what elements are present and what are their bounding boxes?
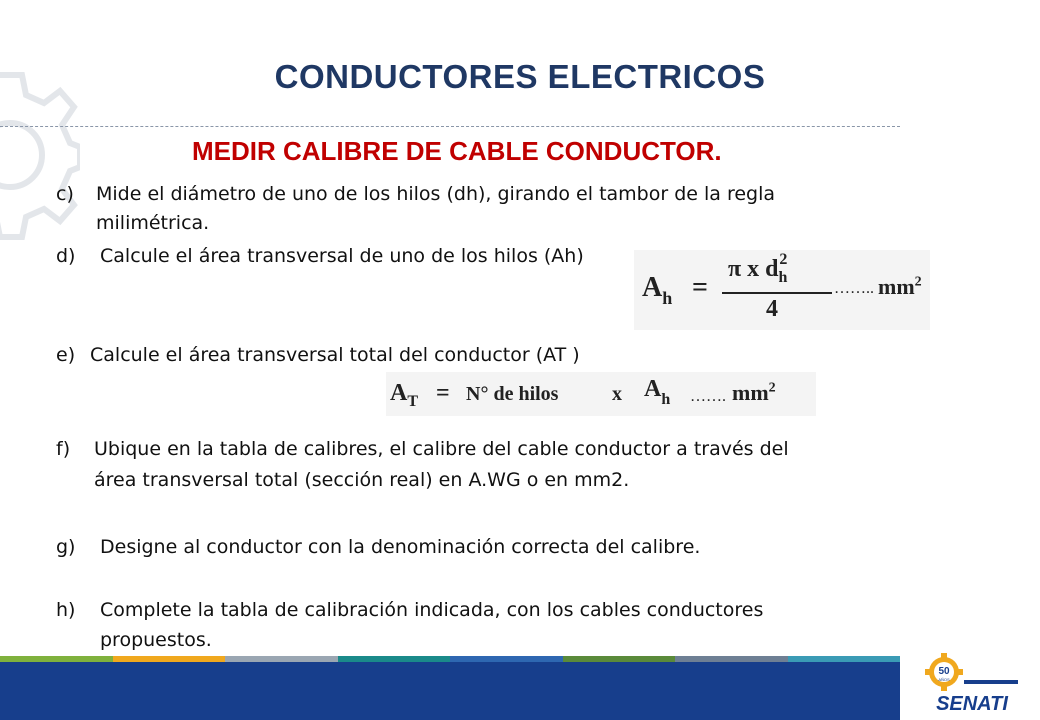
formula-h-numerator: π x $d_h^2$: [728, 251, 788, 286]
step-e: [56, 344, 580, 366]
senati-logo: [922, 652, 1022, 718]
footer-bar: [0, 662, 900, 720]
slide-title: CONDUCTORES ELECTRICOS: [274, 58, 766, 95]
formula-h-lhs: $A_h$: [642, 272, 673, 308]
step-h-continuation: propuestos.: [100, 629, 212, 651]
step-h-marker: h): [56, 599, 76, 621]
formula-h-unit: $mm^2$: [878, 274, 922, 299]
step-d-marker: d): [56, 245, 76, 267]
formula-t-strands-text: N° de hilos: [466, 383, 559, 405]
logo-badge-caption: AÑOS: [938, 677, 950, 682]
formula-h-dots: ……..: [834, 280, 874, 297]
formula-t-rhs: $A_h$: [644, 376, 671, 408]
formula-total-area: [386, 372, 816, 416]
formula-t-dots: …….: [690, 388, 726, 405]
logo-wordmark: SENATI: [936, 693, 1008, 715]
step-e-text: Calcule el área transversal total del conductor (AT ): [90, 344, 580, 366]
logo-badge-number: 50: [938, 666, 950, 677]
step-g-marker: g): [56, 536, 76, 558]
formula-t-times: x: [612, 383, 622, 405]
step-g-text: Designe al conductor con la denominación correcta del calibre.: [100, 536, 701, 558]
slide-subtitle: MEDIR CALIBRE DE CABLE CONDUCTOR.: [192, 136, 722, 166]
formula-t-equals: =: [436, 380, 450, 406]
step-d: [56, 245, 584, 267]
formula-t-lhs: $A_T$: [390, 380, 419, 410]
step-f-marker: f): [56, 438, 71, 460]
step-h-text: Complete la tabla de calibración indicada, con los cables conductores: [100, 599, 764, 621]
step-d-text: Calcule el área transversal de uno de los hilos (Ah): [100, 245, 584, 267]
title-divider: [0, 126, 900, 127]
step-c-marker: c): [56, 183, 74, 205]
step-e-marker: e): [56, 344, 76, 366]
step-c-text: Mide el diámetro de uno de los hilos (dh), girando el tambor de la regla: [96, 183, 776, 205]
step-f: [56, 438, 789, 460]
step-g: [56, 536, 700, 558]
step-c-continuation: milimétrica.: [96, 212, 210, 234]
formula-h-fraction-bar: [722, 292, 832, 294]
step-f-text: Ubique en la tabla de calibres, el calibre del cable conductor a través del: [94, 438, 789, 460]
formula-h-denominator: 4: [766, 296, 778, 322]
formula-h-equals: =: [692, 272, 708, 303]
step-f-continuation: área transversal total (sección real) en A.WG o en mm2.: [94, 469, 630, 491]
formula-t-unit: $mm^2$: [732, 380, 776, 405]
formula-area-per-strand: [634, 250, 930, 330]
step-c: [56, 183, 775, 205]
step-h: [56, 599, 763, 621]
